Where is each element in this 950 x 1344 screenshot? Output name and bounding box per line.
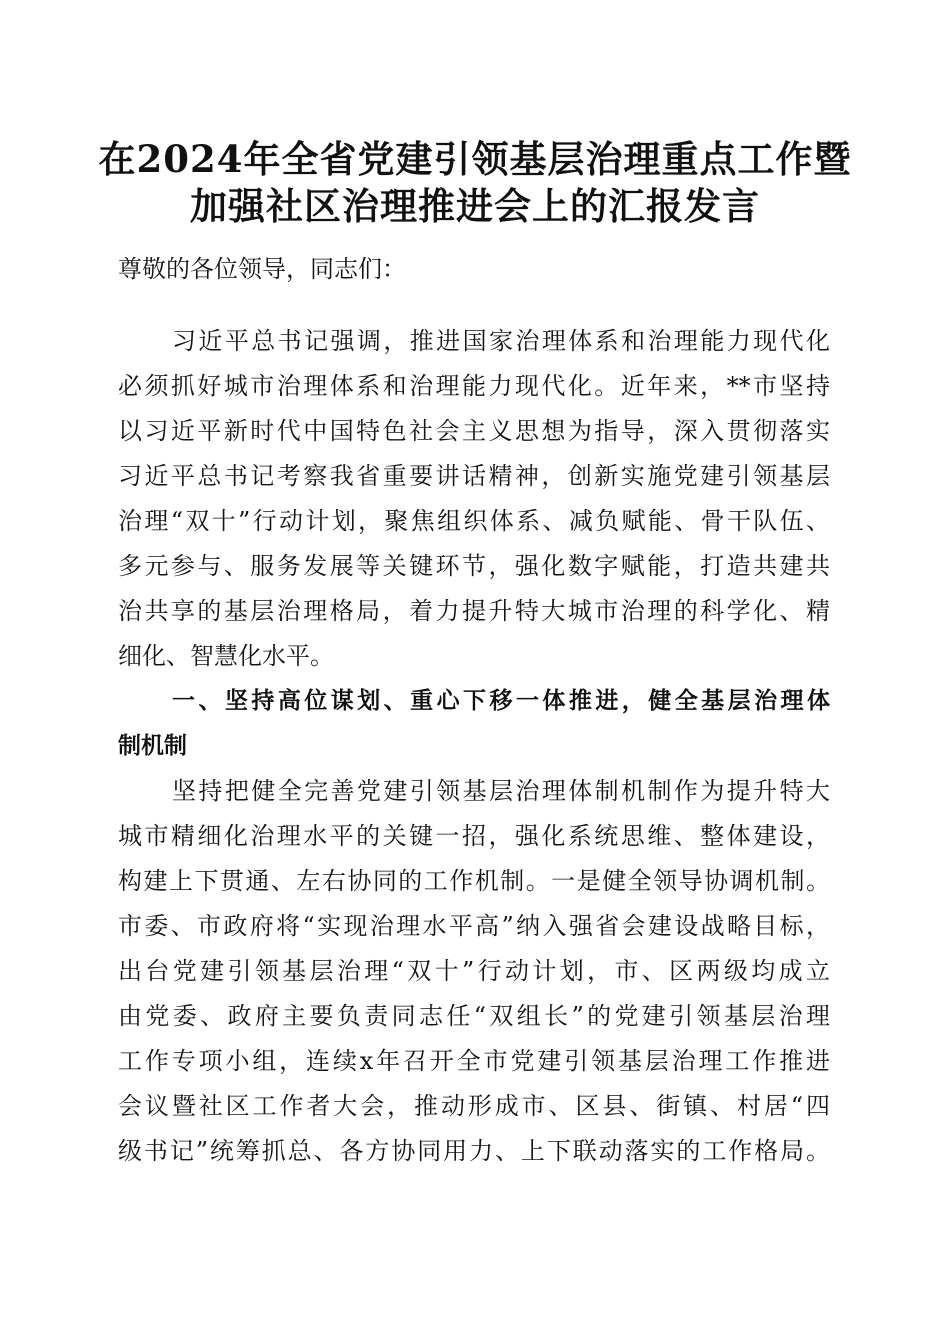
paragraph-2-line: 市委、市政府将“实现治理水平高”纳入强省会建设战略目标， xyxy=(118,912,830,940)
paragraph-2-line: 构建上下贯通、左右协同的工作机制。一是健全领导协调机制。 xyxy=(118,867,830,895)
paragraph-2-line: 会议暨社区工作者大会，推动形成市、区县、街镇、村居“四 xyxy=(118,1092,830,1120)
section-heading-line: 制机制 xyxy=(118,733,187,759)
paragraph-2-line: 级书记”统筹抓总、各方协同用力、上下联动落实的工作格局。 xyxy=(118,1137,830,1165)
paragraph-1-line: 习近平总书记考察我省重要讲话精神，创新实施党建引领基层 xyxy=(118,462,830,490)
document-title-line-2: 加强社区治理推进会上的汇报发言 xyxy=(190,184,760,228)
paragraph-1-line: 治理“双十”行动计划，聚焦组织体系、减负赋能、骨干队伍、 xyxy=(118,507,830,535)
paragraph-2-line: 由党委、政府主要负责同志任“双组长”的党建引领基层治理 xyxy=(118,1002,830,1030)
paragraph-2-line: 城市精细化治理水平的关键一招，强化系统思维、整体建设， xyxy=(118,822,830,850)
paragraph-2-line: 工作专项小组，连续x年召开全市党建引领基层治理工作推进 xyxy=(118,1047,830,1075)
salutation: 尊敬的各位领导，同志们： xyxy=(118,255,406,283)
paragraph-1-line: 习近平总书记强调，推进国家治理体系和治理能力现代化 xyxy=(172,327,830,355)
paragraph-1-line: 治共享的基层治理格局，着力提升特大城市治理的科学化、精 xyxy=(118,597,830,625)
paragraph-1-line: 细化、智慧化水平。 xyxy=(118,642,334,670)
paragraph-2-line: 坚持把健全完善党建引领基层治理体制机制作为提升特大 xyxy=(172,777,830,805)
section-heading-line: 一、坚持高位谋划、重心下移一体推进，健全基层治理体 xyxy=(172,688,830,714)
document-title-line-1: 在2024年全省党建引领基层治理重点工作暨 xyxy=(98,137,852,181)
paragraph-1-line: 必须抓好城市治理体系和治理能力现代化。近年来，**市坚持 xyxy=(118,372,830,400)
paragraph-1-line: 多元参与、服务发展等关键环节，强化数字赋能，打造共建共 xyxy=(118,552,830,580)
paragraph-1-line: 以习近平新时代中国特色社会主义思想为指导，深入贯彻落实 xyxy=(118,417,830,445)
paragraph-2-line: 出台党建引领基层治理“双十”行动计划，市、区两级均成立 xyxy=(118,957,830,985)
